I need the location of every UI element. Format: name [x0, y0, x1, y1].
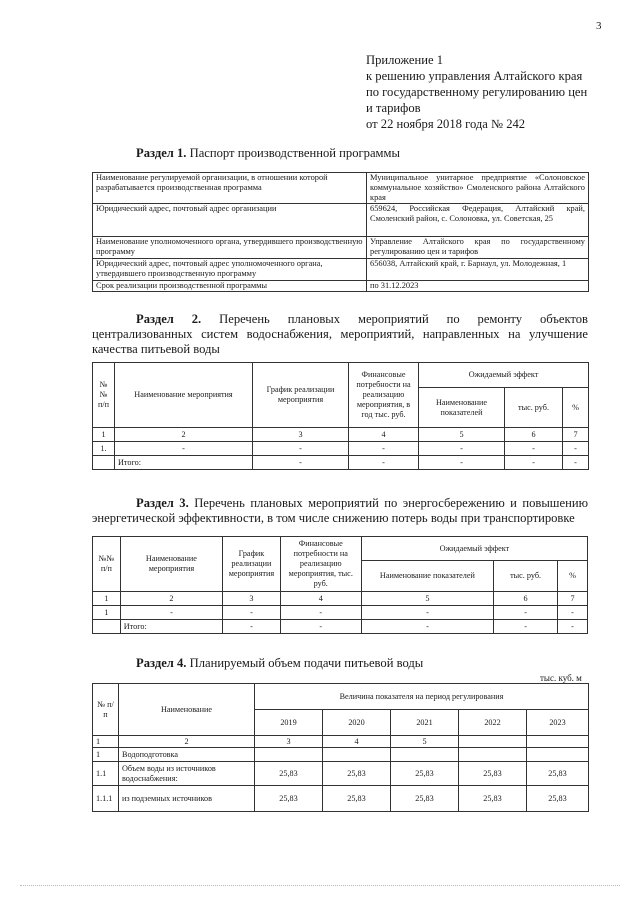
table-cell: Наименование уполномоченного органа, утвердившего производственную программу: [93, 237, 367, 259]
table-cell: 7: [563, 428, 589, 442]
table-cell: 25,83: [391, 786, 459, 812]
table-cell: [391, 748, 459, 762]
appendix-line: от 22 ноября 2018 года № 242: [366, 117, 526, 131]
table-cell: -: [558, 606, 588, 620]
table-cell: 25,83: [527, 786, 589, 812]
table-cell: 25,83: [459, 762, 527, 786]
header-year: 2019: [255, 710, 323, 736]
section2-table: [92, 362, 589, 470]
table-cell: 1: [93, 428, 115, 442]
table-cell: Управление Алтайского края по государственному регулированию цен и тарифов: [367, 237, 589, 259]
table-cell: -: [280, 620, 361, 634]
header-effect: Ожидаемый эффект: [419, 363, 589, 388]
table-cell: 1: [93, 736, 119, 748]
appendix-line: по государственному регулированию цен: [366, 85, 588, 99]
table-cell: 3: [253, 428, 349, 442]
header-percent: %: [563, 388, 589, 428]
table-cell: -: [223, 620, 281, 634]
table-cell: -: [280, 606, 361, 620]
appendix-line: и тарифов: [366, 101, 421, 115]
section3-label: Раздел 3.: [136, 496, 189, 510]
header-year: 2021: [391, 710, 459, 736]
table-row: [93, 786, 589, 812]
section4-title: Планируемый объем подачи питьевой воды: [189, 656, 424, 670]
header-year: 2023: [527, 710, 589, 736]
header-percent: %: [558, 561, 588, 592]
section3-title: Перечень плановых мероприятий по энергосбережению и повышению энергетической эффективности, в том числе снижению потерь воды при транспортировке: [92, 496, 588, 525]
header-year: 2020: [323, 710, 391, 736]
appendix-line: к решению управления Алтайского края: [366, 69, 583, 83]
table-cell: Юридический адрес, почтовый адрес организации: [93, 204, 367, 237]
table-cell: -: [419, 456, 505, 470]
table-row: [93, 606, 588, 620]
table-cell: 1: [93, 606, 121, 620]
table-cell: [527, 748, 589, 762]
table-cell: 4: [323, 736, 391, 748]
table-cell: -: [505, 442, 563, 456]
table-cell: -: [223, 606, 281, 620]
table-header-row: [93, 537, 588, 561]
table-row: [93, 592, 588, 606]
table-cell: Муниципальное унитарное предприятие «Солоновское коммунальное хозяйство» Смоленского района Алтайского края: [367, 173, 589, 204]
table-cell: 5: [361, 592, 493, 606]
table-cell: -: [505, 456, 563, 470]
header-finance: Финансовые потребности на реализацию мероприятия, тыс. руб.: [280, 537, 361, 592]
table-cell: 1: [93, 592, 121, 606]
section4-heading: [136, 656, 423, 671]
table-cell: 25,83: [255, 762, 323, 786]
header-year: 2022: [459, 710, 527, 736]
header-thousand: тыс. руб.: [505, 388, 563, 428]
header-num: №№ п/п: [93, 363, 115, 428]
table-row: [93, 281, 589, 292]
header-num: № п/п: [93, 684, 119, 736]
table-cell: 1.: [93, 442, 115, 456]
header-schedule: График реализации мероприятия: [253, 363, 349, 428]
table-cell: 6: [505, 428, 563, 442]
header-period: Величина показателя на период регулирования: [255, 684, 589, 710]
table-cell: 656038, Алтайский край, г. Барнаул, ул. Молодежная, 1: [367, 259, 589, 281]
table-row: [93, 620, 588, 634]
table-cell: Итого:: [120, 620, 222, 634]
table-cell: -: [349, 442, 419, 456]
section3-heading: [92, 496, 588, 526]
table-cell: [93, 620, 121, 634]
table-cell: -: [494, 606, 558, 620]
table-cell: 25,83: [391, 762, 459, 786]
table-cell: 25,83: [459, 786, 527, 812]
table-cell: -: [115, 442, 253, 456]
table-row: [93, 428, 589, 442]
table-row: [93, 173, 589, 204]
table-cell: -: [253, 442, 349, 456]
header-schedule: График реализации мероприятия: [223, 537, 281, 592]
table-cell: -: [253, 456, 349, 470]
table-cell: Итого:: [115, 456, 253, 470]
table-cell: -: [361, 620, 493, 634]
appendix-block: [366, 52, 587, 132]
table-cell: 25,83: [255, 786, 323, 812]
table-cell: -: [419, 442, 505, 456]
table-cell: 4: [280, 592, 361, 606]
section3-table: [92, 536, 588, 634]
table-cell: из подземных источников: [119, 786, 255, 812]
header-effect: Ожидаемый эффект: [361, 537, 587, 561]
table-row: [93, 442, 589, 456]
appendix-line: Приложение 1: [366, 53, 444, 67]
header-thousand: тыс. руб.: [494, 561, 558, 592]
table-cell: 2: [115, 428, 253, 442]
table-cell: по 31.12.2023: [367, 281, 589, 292]
section1-label: Раздел 1.: [136, 146, 187, 160]
table-cell: -: [120, 606, 222, 620]
section1-title: Паспорт производственной программы: [189, 146, 400, 160]
section2-label: Раздел 2.: [136, 312, 202, 326]
table-cell: 3: [255, 736, 323, 748]
table-cell: -: [558, 620, 588, 634]
page-bottom-rule: [20, 885, 620, 886]
table-cell: Объем воды из источников водоснабжения:: [119, 762, 255, 786]
table-cell: 659624, Российская Федерация, Алтайский край, Смоленский район, с. Солоновка, ул. Советская, 25: [367, 204, 589, 237]
table-cell: -: [361, 606, 493, 620]
page-number: 3: [596, 20, 602, 32]
table-cell: Наименование регулируемой организации, в отношении которой разрабатывается производственная программа: [93, 173, 367, 204]
table-cell: 1.1: [93, 762, 119, 786]
table-row: [93, 748, 589, 762]
table-cell: 1.1.1: [93, 786, 119, 812]
table-cell: 2: [120, 592, 222, 606]
table-cell: Юридический адрес, почтовый адрес уполномоченного органа, утвердившего производственную программу: [93, 259, 367, 281]
units-label: тыс. куб. м: [540, 673, 582, 683]
table-cell: Водоподготовка: [119, 748, 255, 762]
table-row: [93, 736, 589, 748]
section1-heading: [136, 146, 400, 161]
table-cell: -: [494, 620, 558, 634]
section2-title: Перечень плановых мероприятий по ремонту объектов централизованных систем водоснабжения, мероприятий, направленных на улучшение качества питьевой воды: [92, 312, 589, 356]
table-cell: 5: [391, 736, 459, 748]
table-cell: 6: [494, 592, 558, 606]
passport-table: [92, 172, 589, 292]
table-cell: 3: [223, 592, 281, 606]
table-row: [93, 762, 589, 786]
table-cell: [527, 736, 589, 748]
header-indicator: Наименование показателей: [419, 388, 505, 428]
table-cell: -: [563, 456, 589, 470]
section4-table: [92, 683, 589, 812]
section2-heading: [92, 312, 588, 357]
table-cell: Срок реализации производственной программы: [93, 281, 367, 292]
table-cell: 1: [93, 748, 119, 762]
table-header-row: [93, 363, 589, 388]
table-cell: 7: [558, 592, 588, 606]
table-cell: [93, 456, 115, 470]
table-row: [93, 204, 589, 237]
header-num: №№ п/п: [93, 537, 121, 592]
table-cell: 25,83: [323, 762, 391, 786]
header-name: Наименование: [119, 684, 255, 736]
table-cell: -: [349, 456, 419, 470]
table-cell: [323, 748, 391, 762]
header-name: Наименование мероприятия: [120, 537, 222, 592]
table-cell: 4: [349, 428, 419, 442]
table-cell: 25,83: [527, 762, 589, 786]
table-cell: [255, 748, 323, 762]
header-finance: Финансовые потребности на реализацию мероприятия, в год тыс. руб.: [349, 363, 419, 428]
table-row: [93, 456, 589, 470]
table-cell: 25,83: [323, 786, 391, 812]
section4-label: Раздел 4.: [136, 656, 187, 670]
table-cell: 5: [419, 428, 505, 442]
table-header-row: [93, 684, 589, 710]
table-cell: [459, 736, 527, 748]
table-row: [93, 237, 589, 259]
table-cell: -: [563, 442, 589, 456]
header-indicator: Наименование показателей: [361, 561, 493, 592]
table-cell: 2: [119, 736, 255, 748]
header-name: Наименование мероприятия: [115, 363, 253, 428]
table-cell: [459, 748, 527, 762]
table-row: [93, 259, 589, 281]
